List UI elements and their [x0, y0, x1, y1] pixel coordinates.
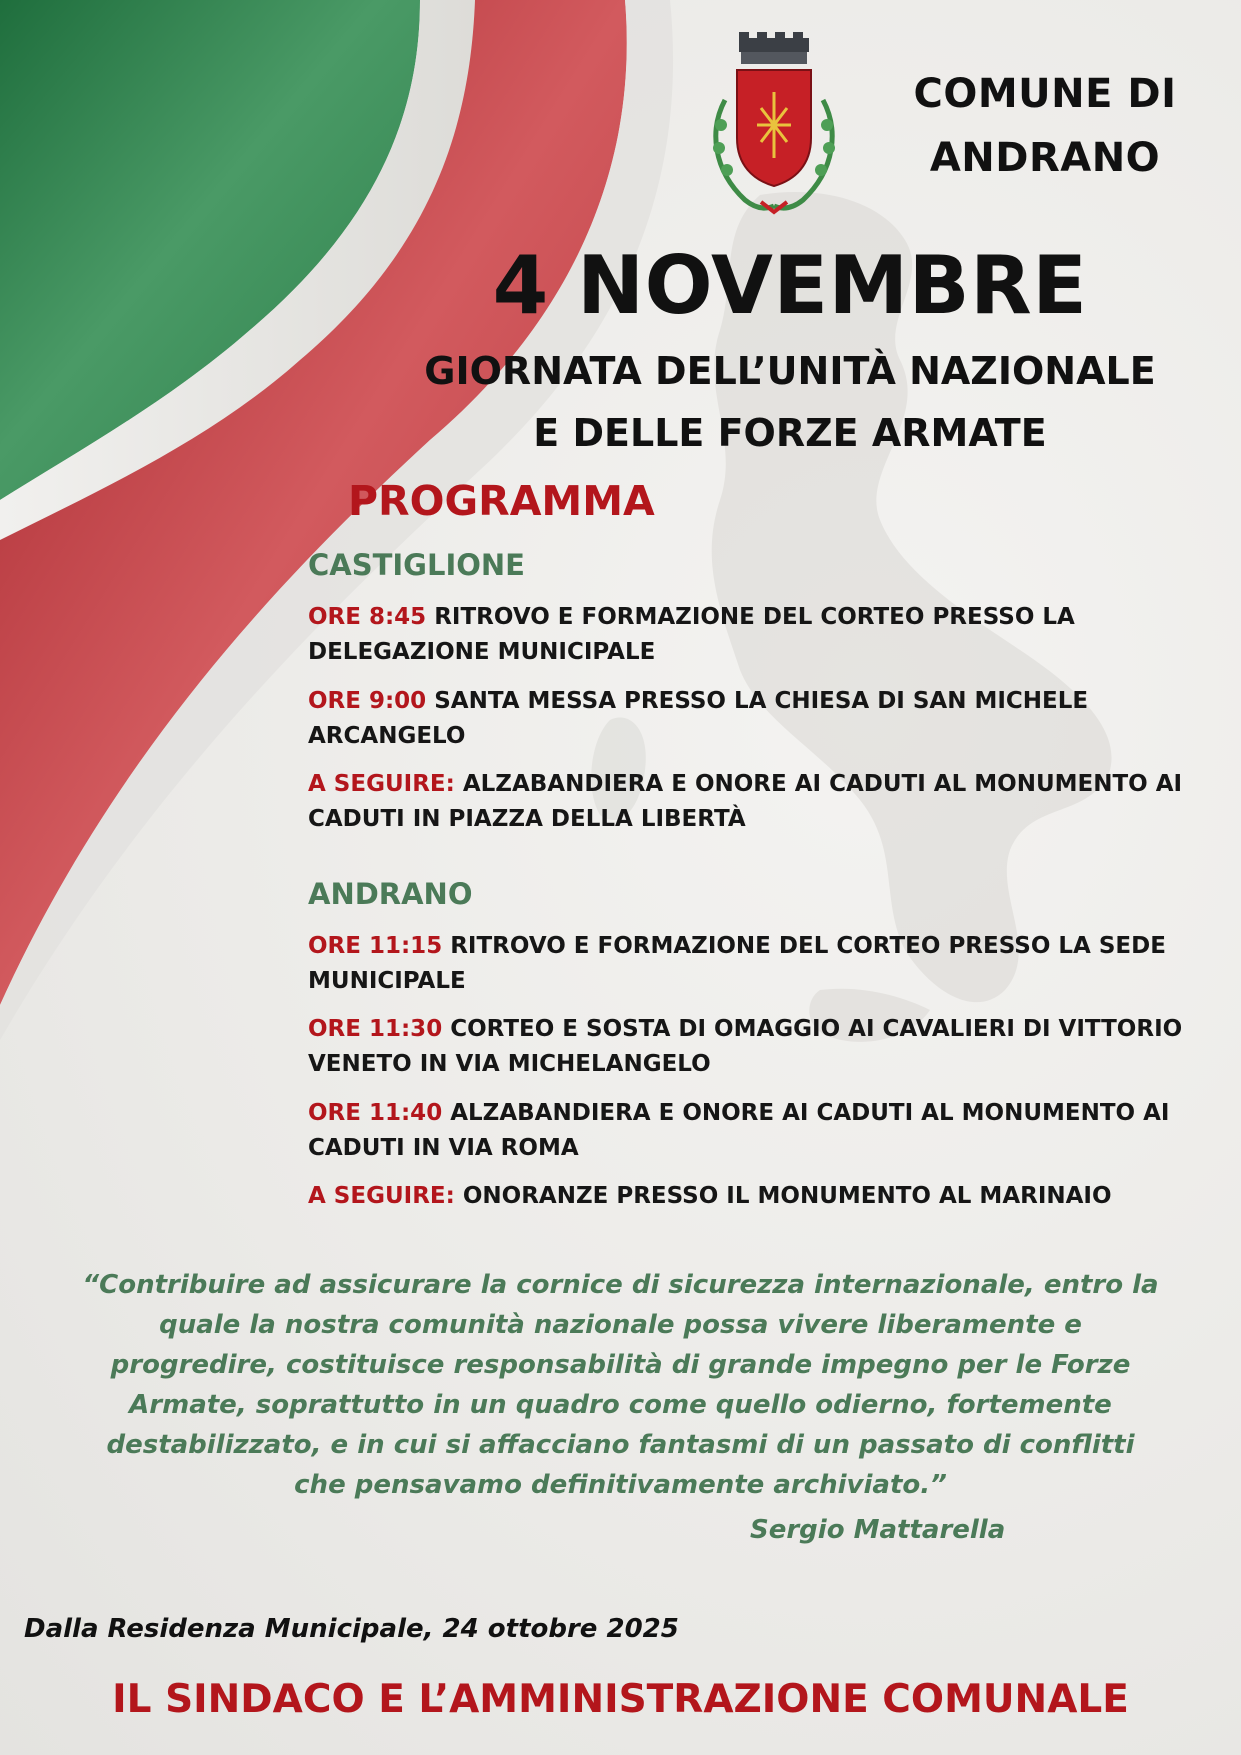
item-text-line2: MUNICIPALE [308, 968, 466, 994]
item-text-line2: ARCANGELO [308, 723, 466, 749]
item-text-line2: DELEGAZIONE MUNICIPALE [308, 639, 656, 665]
comune-header [880, 62, 1210, 190]
item-text-line2: VENETO IN VIA MICHELANGELO [308, 1051, 711, 1077]
list-item [308, 1096, 1228, 1166]
item-time: A SEGUIRE: [308, 771, 455, 797]
item-text: ONORANZE PRESSO IL MONUMENTO AL MARINAIO [454, 1183, 1112, 1209]
item-text: ALZABANDIERA E ONORE AI CADUTI AL MONUMENTO AI [442, 1100, 1170, 1126]
subtitle-line2: E DELLE FORZE ARMATE [533, 411, 1047, 455]
quote-author: Sergio Mattarella [750, 1515, 1006, 1545]
section-title-castiglione: CASTIGLIONE [308, 548, 525, 582]
municipal-crest-icon [695, 30, 853, 220]
list-item [308, 767, 1228, 837]
list-item [308, 1179, 1228, 1214]
item-text-line2: CADUTI IN VIA ROMA [308, 1135, 579, 1161]
item-time: ORE 9:00 [308, 688, 427, 714]
list-item [308, 929, 1228, 999]
quote-line: progredire, costituisce responsabilità di grande impegno per le Forze [110, 1350, 1131, 1380]
item-text: RITROVO E FORMAZIONE DEL CORTEO PRESSO LA SEDE [442, 933, 1166, 959]
section-title-andrano: ANDRANO [308, 877, 473, 911]
list-item [308, 600, 1228, 670]
item-text: SANTA MESSA PRESSO LA CHIESA DI SAN MICHELE [426, 688, 1089, 714]
item-text-line2: CADUTI IN PIAZZA DELLA LIBERTÀ [308, 806, 746, 832]
item-time: ORE 8:45 [308, 604, 427, 630]
item-time: ORE 11:40 [308, 1100, 443, 1126]
signature: IL SINDACO E L’AMMINISTRAZIONE COMUNALE [112, 1677, 1129, 1722]
place-date: Dalla Residenza Municipale, 24 ottobre 2025 [24, 1614, 679, 1644]
item-text: RITROVO E FORMAZIONE DEL CORTEO PRESSO LA [426, 604, 1075, 630]
quote-line: destabilizzato, e in cui si affacciano fantasmi di un passato di conflitti [106, 1430, 1135, 1460]
item-time: A SEGUIRE: [308, 1183, 455, 1209]
quote-line: Armate, soprattutto in un quadro come quello odierno, fortemente [129, 1390, 1112, 1420]
quote-line: “Contribuire ad assicurare la cornice di sicurezza internazionale, entro la [82, 1270, 1159, 1300]
item-time: ORE 11:30 [308, 1016, 443, 1042]
item-time: ORE 11:15 [308, 933, 443, 959]
list-item [308, 684, 1228, 754]
item-text: ALZABANDIERA E ONORE AI CADUTI AL MONUMENTO AI [454, 771, 1183, 797]
item-text: CORTEO E SOSTA DI OMAGGIO AI CAVALIERI DI VITTORIO [442, 1016, 1183, 1042]
subtitle-line1: GIORNATA DELL’UNITÀ NAZIONALE [424, 349, 1156, 393]
comune-line2: ANDRANO [929, 135, 1161, 181]
event-date-title: 4 NOVEMBRE [492, 239, 1088, 332]
mattarella-quote [48, 1265, 1193, 1505]
comune-line1: COMUNE DI [913, 71, 1177, 117]
programma-heading: PROGRAMMA [348, 477, 655, 525]
quote-line: quale la nostra comunità nazionale possa vivere liberamente e [159, 1310, 1082, 1340]
list-item [308, 1012, 1228, 1082]
event-subtitle [360, 340, 1220, 464]
quote-line: che pensavamo definitivamente archiviato.” [294, 1470, 947, 1500]
